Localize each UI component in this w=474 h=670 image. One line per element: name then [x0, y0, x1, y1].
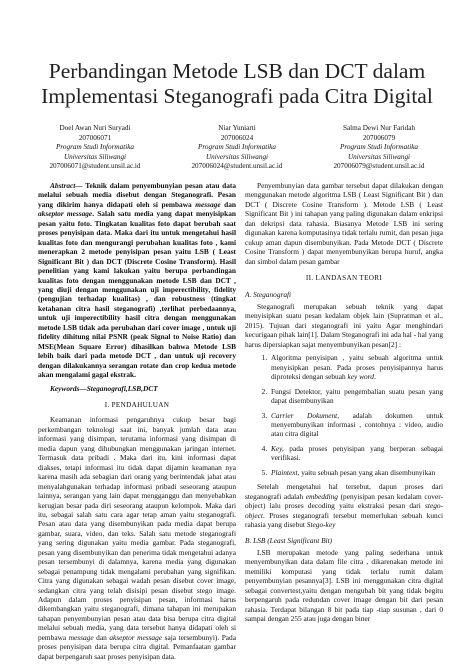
paper-title-line-1: Perbandingan Metode LSB dan DCT dalam [48, 59, 426, 83]
list-item: 4. Key, pada proses penyisipan yang berperan sebagai verifikasi. [269, 444, 443, 463]
section-heading-theory: II. LANDASAN TEORI [305, 274, 383, 283]
author-dept: Program Studi Informatika [340, 143, 418, 152]
list-item: 5. Plaintext, yaitu sebuah pesan yang akan disembunyikan [269, 468, 443, 477]
author-id: 207006024 [220, 133, 254, 142]
subsection-heading-steganografi: A. Steganografi [245, 289, 292, 299]
author-univ: Universitas Siliwangi [63, 152, 127, 161]
intro-paragraph: Keamanan informasi pengaruhnya cukup besar bagi perkembangan teknologi saat ini, banyak jumlah data atau informasi yang disimpan, terutama informasi yang disimpan di media dapun yang dihubungkan menggunakan jaringan internet. Termasuk data pribadi . Maka dari itu, kini informasi dapat diakses, tetapi informasi itu tidak dapat dijamin keamanan nya karena masih ada sebagian dari orang yang berintendak jahat atau menyalahgunakan terhadap informasi pribadi seseorang ataupun lainnya, serangan yang lain dapat mengganggu dan menyebabkan kerugian besar pada diri seseorang ataupun kelompok. Maka dari itu, sebagai salah satu cara agar tetap aman yaitu steganografi. Pesan atau data yang disembunyikan pada media dapat berupa gambar, suara, video, dan teks. Salah satu metode steganografi yang sering digunakan yaitu media gambar. Pada steganografi, pesan yang disembunyikan dan penerima tidak mengetahui adanya pesan tersembunyi di dalamnya, karena media yang digunakan sebagai penampung tidak mengalami perubahan yang signifikan. Citra yang digunakan sebagai wadah pesan disebut cover image, sedangkan citra yang telah disisipi pesan disebut stego image. Adapun dalam proses penyisipan pesan, informasi harus dikembangkan yaitu steganografi, dimana tahapan ini merupakan tahapan penyembunyian pesan atau data bisa berupa citra digital melalui sebuah media, yang data tersebut hanya didapati oleh si pembawa message dan akseptor message saja tersembunyi). Pada proses penyisipan data berupa citra digital. Pemanfaatan gambar dapat berpengaruh saat proses penyisipan data. [38, 415, 236, 661]
author-name: Doel Awan Nuri Suryadi [59, 124, 131, 132]
author-email[interactable]: 207006071@student.unsil.ac.id [49, 162, 141, 171]
abstract: Abstract— Teknik dalam penyembunyian pesan atau data melalui sebuah media disebut dengan Steganografi. Pesan yang dikirim hanya didapati oleh si pembawa message dan akseptor message. Salah satu media yang dapat menyisipkan pesan yaitu foto. Tingkatan kualitas foto dapat berubah saat proses penyisipan data. Maka dari itu untuk mengetahui hasil kualitas foto dan mengurangi perubahan kualitas foto , kami menerapkan 2 metode penyisipan pesan yaitu LSB ( Least Significant Bit ) dan DCT (Discrete Cosine Transform). Hasil penelitian yang kami lakukan yaitu berupa perbandingan kualitas foto dengan menggunakan metode LSB dan DCT , yang diuji dengan menggunakan uji imperectibility, fidelity (pengujian terhadap kualitas) , dan robustness (tingkat ketahanan citra hasil steganografi) ,terlihat perbedaannya, untuk uji imperectibility hasil citra dengan menggunakan metode LSB tidak ada perubahan dari cover image , untuk uji fidelity dihitung nilai PSNR (peak Signal to Noise Ratio) dan MSE(Mean Square Error) dihasilkan bahwa Metode LSB lebih baik dari pada metode DCT , dan untuk uji recovery dengan dilakukannya serangan rotate dan crop kedua metode akan mengalami gagal ekstrak. [38, 181, 236, 380]
body-paragraph: Setelah mengetahui hal tersebut, dapun proses dari steganografi adalah embedding (penyisipan pesan kedalam cover-object) lalu proses decoding yaitu ekstraksi pesan dari stego-object. Proses steganografi tersebut memerlukan sebuah kunci rahasia yang disebut Stego-key [245, 482, 443, 530]
author-univ: Universitas Siliwangi [347, 152, 411, 161]
author-univ: Universitas Siliwangi [205, 152, 269, 161]
author-email[interactable]: 207006079@student.unsil.ac.id [333, 162, 425, 171]
requirements-list [245, 353, 443, 477]
body-paragraph: Penyembunyian data gambar tersebut dapat dilakukan dengan menggunakan metode algoritma LSB ( Least Significant Bit ) dan DCT ( Discrete Cosine Transform ). Metode LSB ( Least Significant Bit ) ini tahapan yang paling digunakan dalam enkripsi dan dekripsi data rahasia. Biasanya Metode LSB ini sering digunakan karena komputasinya tidak terlalu rumit, dan pesan juga cukup aman dapun disembunyikan. Pada Metode DCT ( Discrete Cosine Transform ) dapat menyembunyikan berupa huruf, angka dan simbol dalam pesan gambar [245, 181, 443, 266]
author-dept: Program Studi Informatika [198, 143, 276, 152]
body-paragraph: LSB merupakan metode yang paling sederhana untuk menyembunyikan data dalam file citra , dikarenakan metode ini memiliki komputasi yang tidak terlalu rumit dalam penyembunyian pesannya[3]. LSB ini menggunakan citra digital sebagai convertest,yaitu dengan mengubah bit yang tidak begitu berpengaruh pada redundan cover image dengan bit dari pesan rahasia. Terdapat bilangan 8 bit pada tiap -tiap susunan , dari 0 sampai dengan 255 atau juga dengan biner [245, 547, 443, 624]
author-id: 207006079 [362, 133, 396, 142]
author-dept: Program Studi Informatika [56, 143, 134, 152]
list-item: 3. Carrier Dokument, adalah dokumen untuk menyembunyikan informasi , contohnya : video, audio atau citra digital [269, 411, 443, 439]
section-heading-introduction: I. PENDAHULUAN [104, 400, 170, 409]
author-email[interactable]: 207006024@student.unsil.ac.id [191, 162, 283, 171]
author-name: Niar Yuniarti [218, 124, 256, 132]
list-item: 1. Algoritma penyisipan , yaitu sebuah algoritma untuk menyisipkan pesan. Pada proses penyisipannya harus diproteksi dengan sebuah key word. [269, 353, 443, 381]
author-block-2 [162, 124, 312, 172]
subsection-heading-lsb: B. LSB (Least Significant Bit) [245, 535, 333, 545]
left-column [38, 181, 236, 661]
abstract-label: Abstract— [50, 181, 83, 190]
list-item: 2. Fungsi Detektor, yaitu pengembalian suatu pesan yang dapat disembunyikan [269, 387, 443, 406]
keywords: Keywords—Steganografi,LSB,DCT [50, 383, 158, 393]
right-column [245, 181, 443, 624]
body-paragraph: Steganografi merupakan sebuah teknik yang dapat menyisipkan suatu pesan kedalam objek lain (Supratman et al., 2015). Tujuan dari steganografi ini yaitu Agar menghindari kecurigaan pihak lain[1]. Dalam Steganografi ini ada hal - hal yang harus dipersiapkan sajat menyembunyikan pesan[2] : [245, 301, 444, 349]
author-name: Salma Dewi Nur Faridah [342, 124, 416, 132]
author-block-3 [304, 124, 454, 172]
author-id: 207006071 [78, 133, 112, 142]
author-block-1 [20, 124, 170, 172]
paper-title-line-2: Implementasi Steganografi pada Citra Digital [41, 84, 433, 108]
